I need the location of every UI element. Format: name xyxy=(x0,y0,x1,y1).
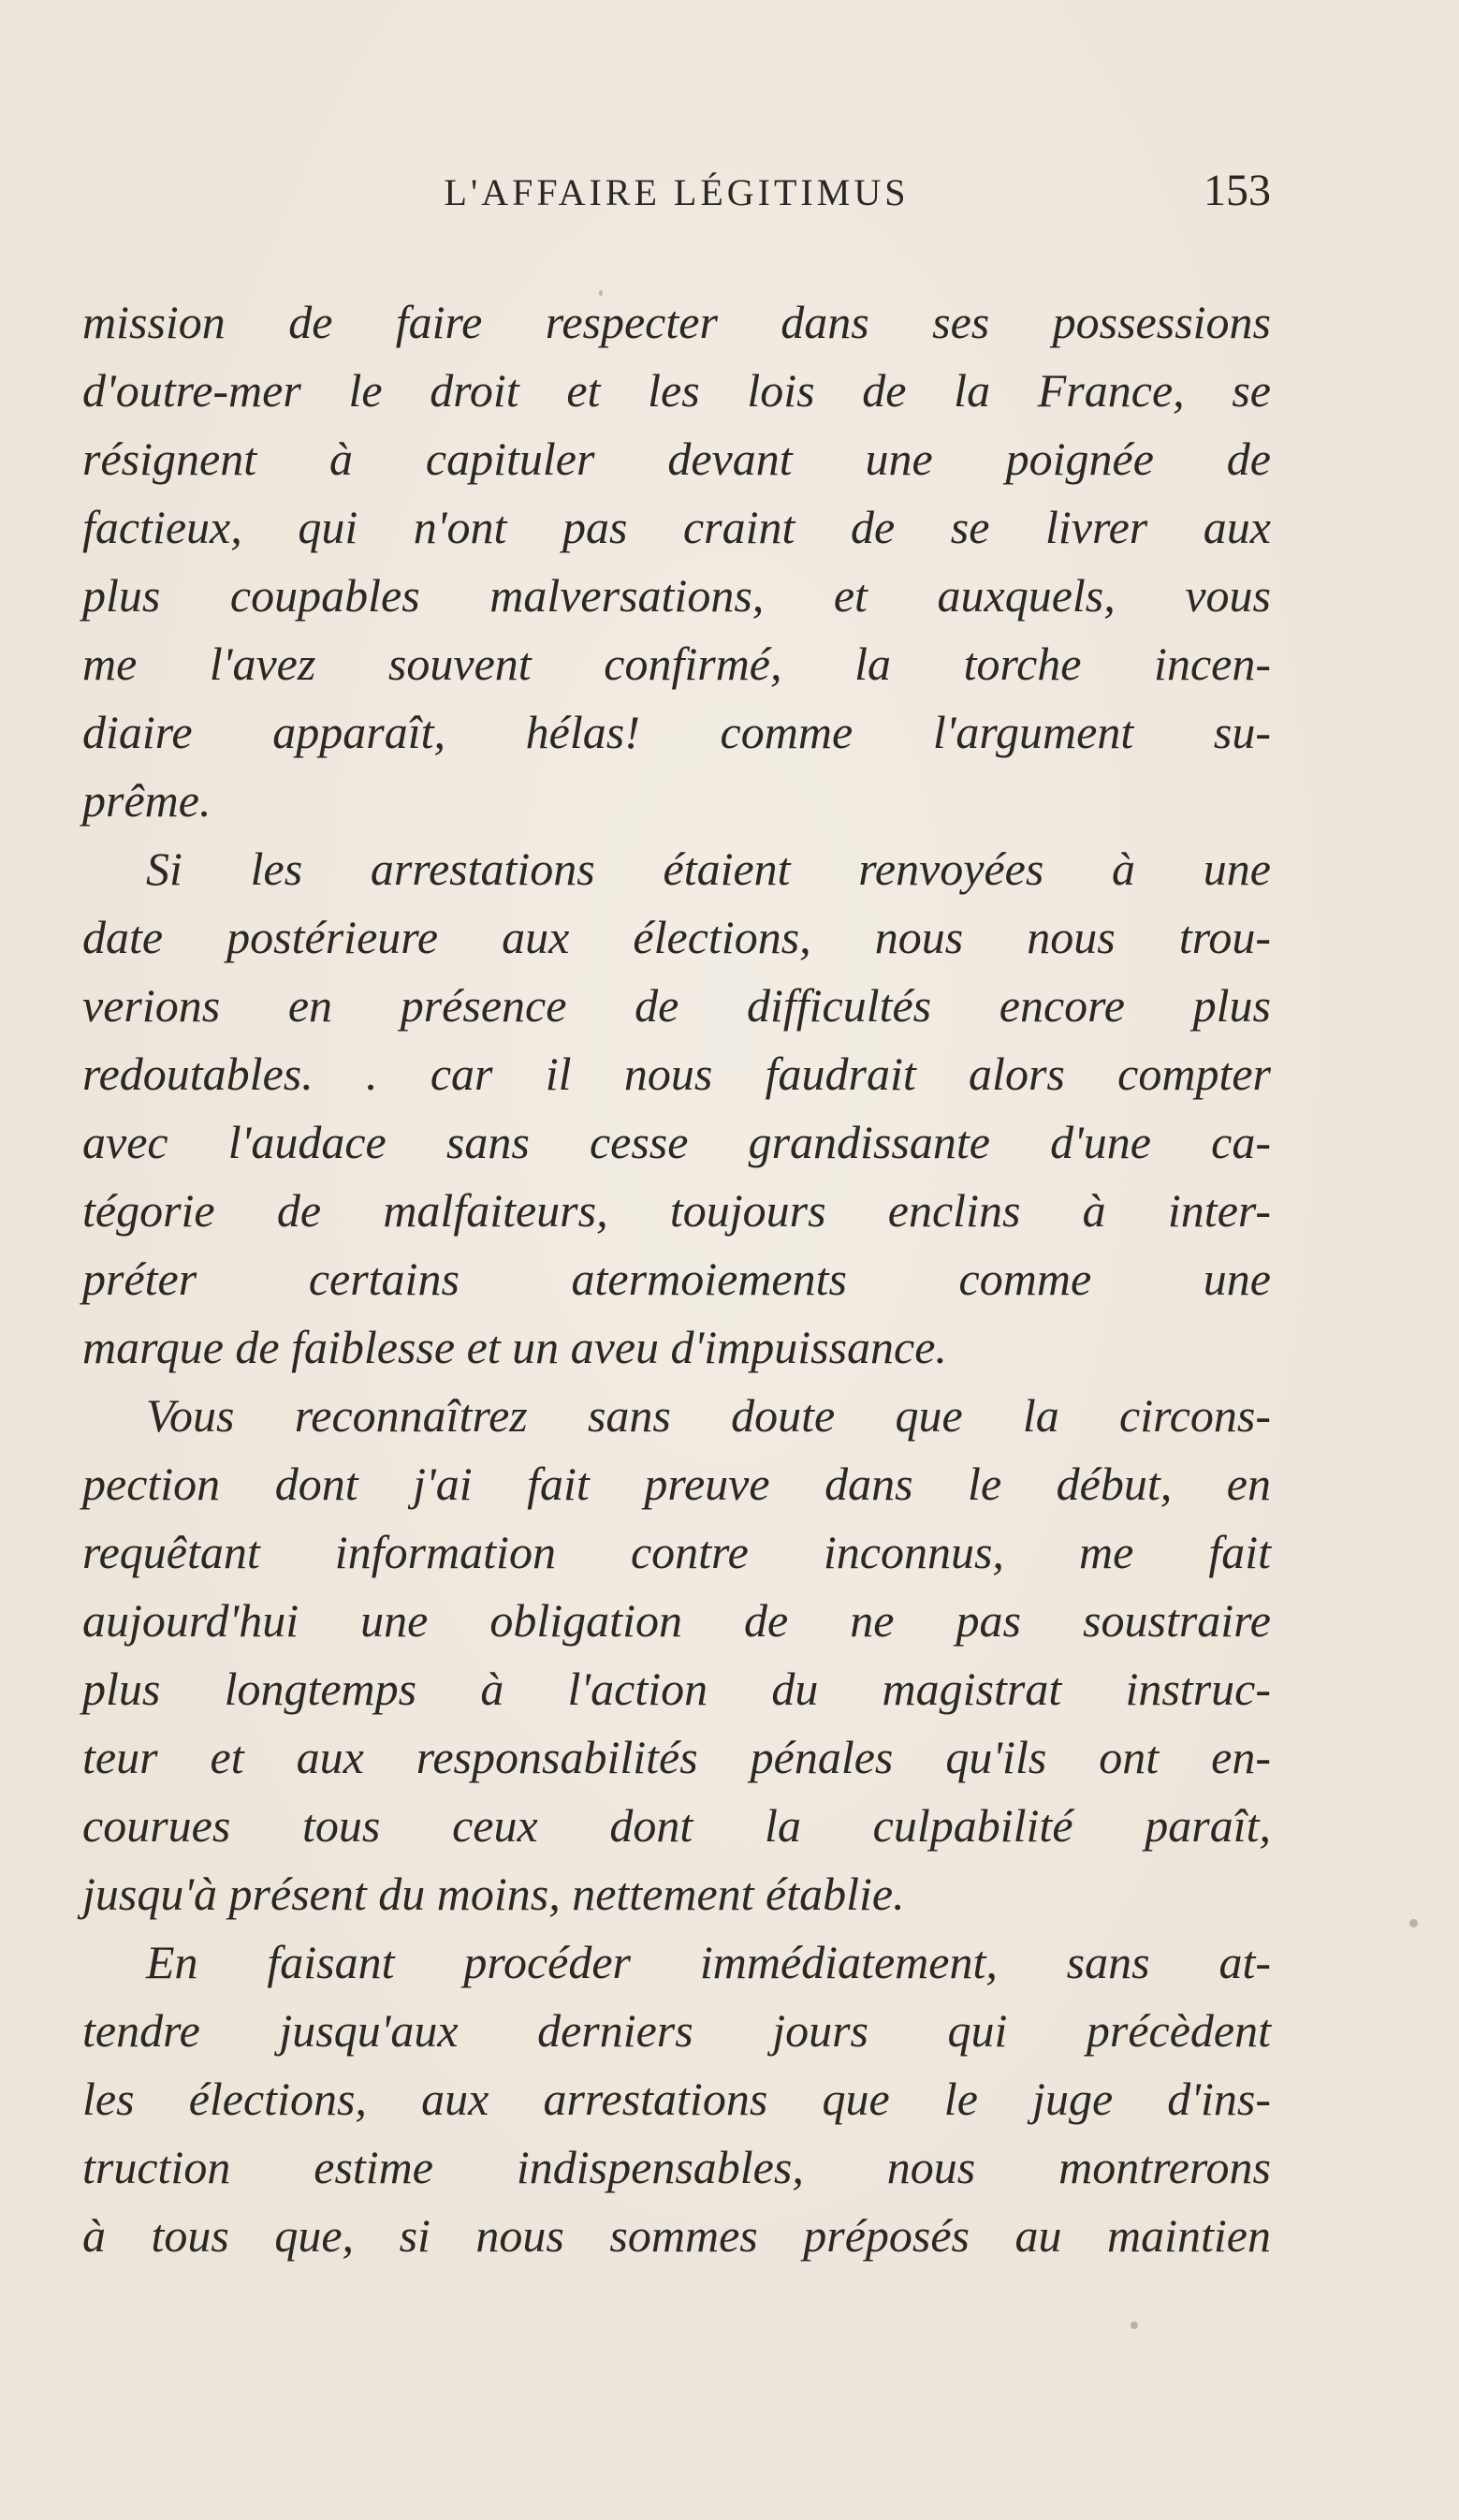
text-line: résignent à capituler devant une poignée de xyxy=(82,432,1271,485)
body-text xyxy=(82,288,1271,2264)
text-line: d'outre-mer le droit et les lois de la France, se xyxy=(82,364,1271,417)
text-line: à tous que, si nous sommes préposés au maintien xyxy=(82,2209,1271,2262)
text-line: marque de faiblesse et un aveu d'impuissance. xyxy=(82,1321,947,1373)
text-line: Si les arrestations étaient renvoyées à une xyxy=(146,842,1271,895)
text-line: prême. xyxy=(82,774,212,827)
text-line: aujourd'hui une obligation de ne pas soustraire xyxy=(82,1594,1271,1647)
text-line: redoutables. . car il nous faudrait alors compter xyxy=(82,1048,1271,1100)
running-title: L'AFFAIRE LÉGITIMUS xyxy=(444,171,910,213)
text-line: tendre jusqu'aux derniers jours qui précèdent xyxy=(82,2004,1271,2057)
text-line: plus longtemps à l'action du magistrat instruc- xyxy=(82,1663,1271,1715)
text-line: verions en présence de difficultés encore plus xyxy=(82,979,1271,1032)
text-line: pection dont j'ai fait preuve dans le début, en xyxy=(82,1458,1271,1510)
text-line: jusqu'à présent du moins, nettement établie. xyxy=(82,1868,905,1920)
text-line: avec l'audace sans cesse grandissante d'une ca- xyxy=(82,1116,1271,1168)
text-line: requêtant information contre inconnus, me fait xyxy=(82,1526,1271,1578)
text-line: diaire apparaît, hélas! comme l'argument su- xyxy=(82,706,1271,758)
text-line: En faisant procéder immédiatement, sans at- xyxy=(146,1936,1271,1988)
text-line: les élections, aux arrestations que le juge d'ins- xyxy=(82,2073,1271,2125)
text-line: date postérieure aux élections, nous nous trou- xyxy=(82,911,1271,963)
text-line: mission de faire respecter dans ses possessions xyxy=(82,296,1271,348)
text-line: tégorie de malfaiteurs, toujours enclins à inter- xyxy=(82,1184,1271,1237)
text-line: truction estime indispensables, nous montrerons xyxy=(82,2141,1271,2193)
paper-speck xyxy=(1131,2322,1138,2329)
running-head xyxy=(82,165,1271,221)
text-line: Vous reconnaîtrez sans doute que la circons- xyxy=(146,1389,1271,1442)
text-line: courues tous ceux dont la culpabilité paraît, xyxy=(82,1799,1271,1852)
text-line: me l'avez souvent confirmé, la torche incen- xyxy=(82,637,1271,690)
paper-speck xyxy=(599,290,603,296)
text-line: factieux, qui n'ont pas craint de se livrer aux xyxy=(82,501,1271,553)
text-line: préter certains atermoiements comme une xyxy=(82,1253,1271,1305)
text-line: teur et aux responsabilités pénales qu'ils ont en- xyxy=(82,1731,1271,1783)
page-number: 153 xyxy=(1204,166,1271,215)
paper-speck xyxy=(1409,1919,1418,1927)
text-line: plus coupables malversations, et auxquels, vous xyxy=(82,569,1271,622)
